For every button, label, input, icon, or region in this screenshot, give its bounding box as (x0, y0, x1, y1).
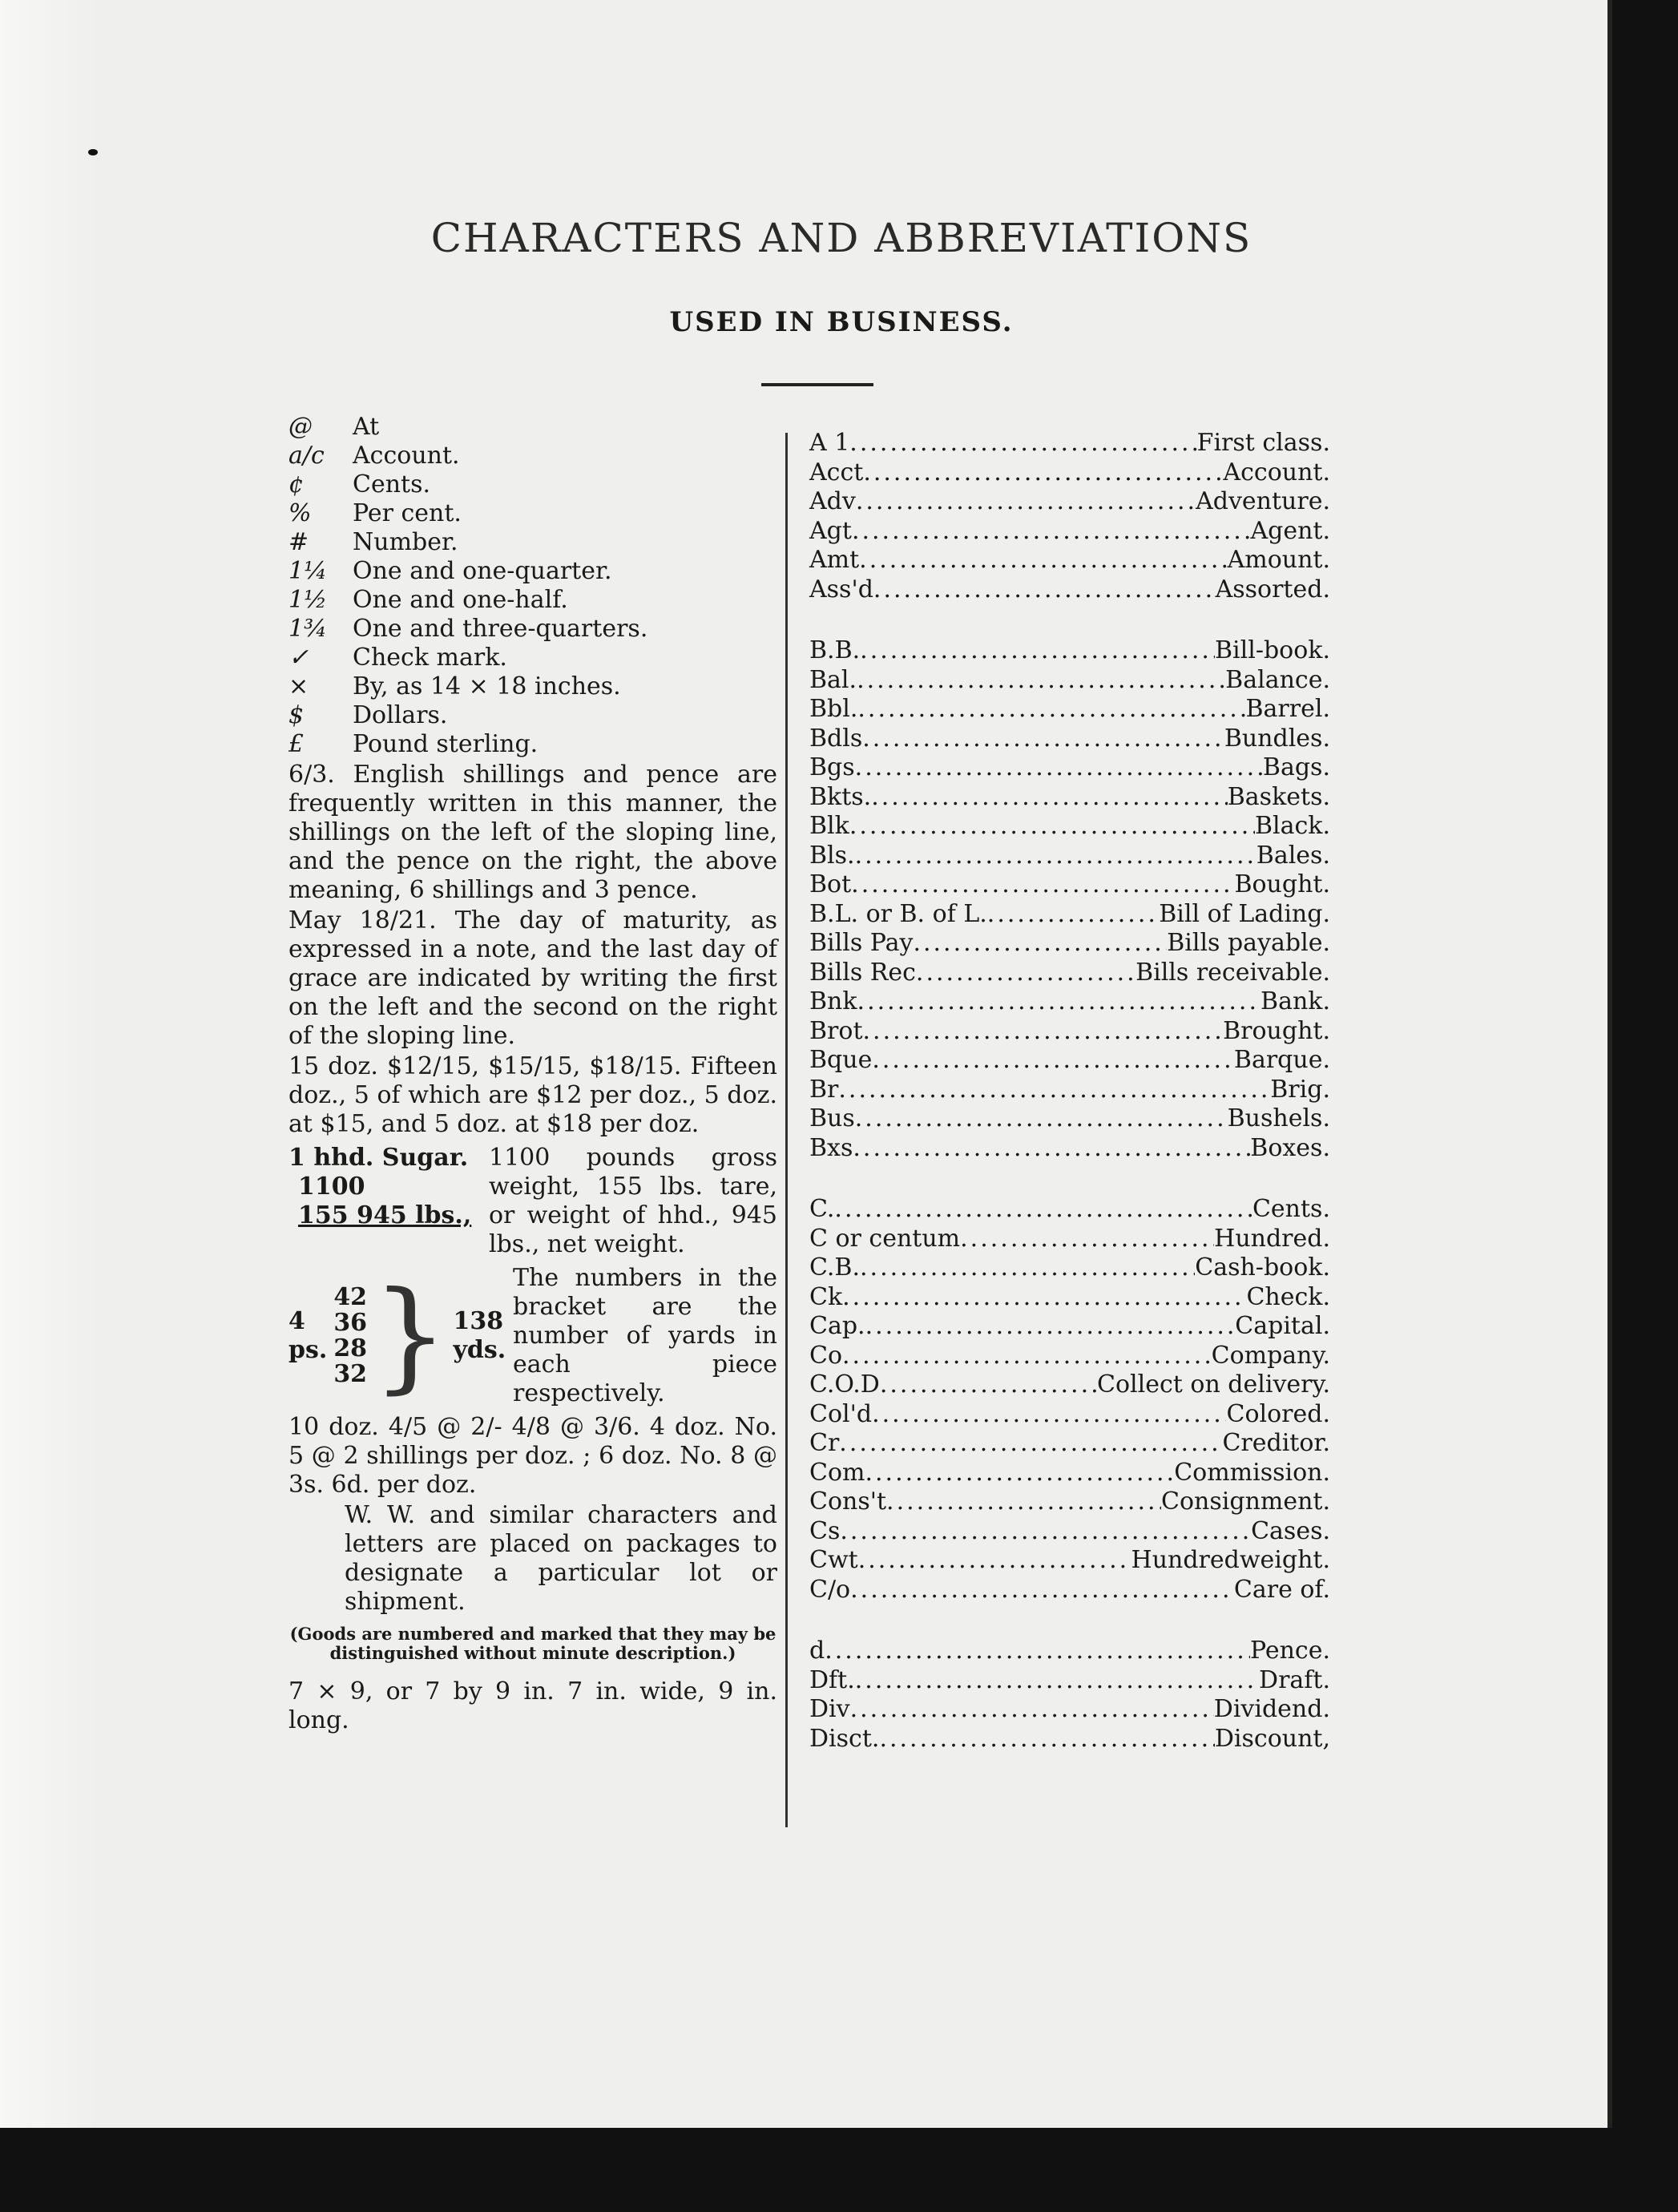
abbreviation-row (809, 1283, 1330, 1313)
abbreviation: Dft. (809, 1665, 855, 1694)
abbreviation: Brot (809, 1016, 863, 1045)
leader-dots (859, 546, 1227, 575)
abbreviation-meaning: Amount. (1227, 546, 1330, 574)
page-title: CHARACTERS AND ABBREVIATIONS (430, 215, 1252, 261)
abbreviation-row (809, 1225, 1330, 1254)
abbreviation-row (809, 1342, 1330, 1371)
symbol-glyph: ✓ (288, 644, 309, 672)
abbreviation: C.O.D (809, 1370, 880, 1399)
page-subtitle: USED IN BUSINESS. (669, 306, 1014, 338)
abbreviation-row (809, 1576, 1330, 1605)
leader-dots (879, 1725, 1214, 1754)
abbreviation: Bus (809, 1104, 855, 1132)
leader-dots (855, 1104, 1228, 1134)
leader-dots (860, 1253, 1195, 1283)
abbreviation-row (809, 546, 1330, 575)
price-paragraph: 10 doz. 4/5 @ 2/- 4/8 @ 3/6. 4 doz. No. 5 @ 2 shillings per doz. ; 6 doz. No. 8 @ 3s. 6d. per doz. (288, 1413, 777, 1499)
symbol-row (288, 644, 777, 672)
abbreviation: A 1 (809, 429, 850, 457)
leader-dots (860, 636, 1215, 666)
symbol-meaning: Dollars. (353, 701, 448, 729)
column-divider (785, 433, 788, 1827)
leader-dots (858, 1546, 1131, 1576)
abbreviation-meaning: Bills receivable. (1135, 958, 1330, 987)
abbreviation-row (809, 1517, 1330, 1547)
abbreviation: Bot (809, 870, 852, 898)
abbreviation-meaning: Adventure. (1196, 487, 1330, 515)
symbol-glyph: ¢ (288, 470, 305, 499)
leader-dots (853, 1134, 1250, 1164)
leader-dots (849, 429, 1196, 458)
abbreviation: Ass'd (809, 575, 873, 603)
symbol-meaning: One and one-quarter. (353, 557, 612, 585)
abbreviation-meaning: Commission. (1174, 1458, 1330, 1487)
abbreviation-row (809, 753, 1330, 783)
abbreviation-row (809, 1546, 1330, 1576)
leader-dots (886, 1487, 1161, 1517)
leader-dots (852, 517, 1251, 547)
leader-dots (839, 1429, 1222, 1459)
goods-note: (Goods are numbered and marked that they may be distinguished without minute description.) (289, 1624, 776, 1663)
sugar-example (288, 1144, 777, 1259)
symbol-meaning: Account. (353, 442, 460, 470)
abbreviation-row (809, 987, 1330, 1017)
abbreviation: Agt (809, 516, 852, 545)
symbol-row (288, 528, 777, 557)
leader-dots (865, 1312, 1236, 1342)
abbreviation: C or centum (809, 1224, 961, 1253)
leader-dots (857, 666, 1225, 696)
leader-dots (857, 987, 1261, 1017)
abbreviation: Com (809, 1458, 865, 1487)
abbreviation-row (809, 1637, 1330, 1666)
abbreviation: Disct. (809, 1724, 880, 1753)
abbreviation-group (809, 636, 1330, 1163)
ink-speck (88, 149, 98, 155)
abbreviation-meaning: Barrel. (1245, 695, 1330, 723)
abbreviation-row (809, 1666, 1330, 1696)
abbreviations-column (809, 429, 1330, 1754)
abbreviation-row (809, 1429, 1330, 1459)
yards-numbers (333, 1285, 367, 1387)
abbreviation-row (809, 929, 1330, 959)
abbreviation: Acct (809, 458, 864, 486)
maturity-paragraph: May 18/21. The day of maturity, as expressed in a note, and the last day of grace are indicated by writing the first on the left and the second on the right of the sloping line. (288, 906, 777, 1050)
leader-dots (842, 1283, 1246, 1313)
abbreviation-row (809, 429, 1330, 458)
abbreviation-row (809, 1695, 1330, 1725)
abbreviation-meaning: Brought. (1223, 1016, 1330, 1045)
abbreviation-meaning: Cents. (1252, 1195, 1330, 1223)
abbreviation-row (809, 783, 1330, 813)
abbreviation: Bills Rec (809, 958, 916, 987)
symbol-meaning: One and one-half. (353, 586, 568, 614)
abbreviation: Cap. (809, 1312, 865, 1340)
symbol-row (288, 442, 777, 470)
abbreviation-row (809, 1487, 1330, 1517)
abbreviation-meaning: Bill of Lading. (1159, 899, 1330, 928)
abbreviation: Bls. (809, 841, 855, 870)
leader-dots (840, 1517, 1251, 1547)
yards-total: 138 yds. (453, 1307, 506, 1364)
sugar-calculation (288, 1144, 489, 1259)
yards-number: 28 (333, 1334, 368, 1362)
abbreviation: d (809, 1637, 825, 1665)
abbreviation: Blk (809, 812, 849, 840)
abbreviation-row (809, 1725, 1330, 1754)
abbreviation: Bgs (809, 753, 855, 781)
leader-dots (873, 575, 1216, 605)
title-rule (761, 383, 873, 386)
leader-dots (855, 842, 1256, 871)
leader-dots (987, 900, 1159, 930)
abbreviation-row (809, 636, 1330, 666)
abbreviation-row (809, 1134, 1330, 1164)
leader-dots (838, 1076, 1270, 1105)
abbreviation-meaning: Brig. (1270, 1075, 1330, 1104)
abbreviation-meaning: Draft. (1259, 1665, 1330, 1694)
symbol-glyph: 1¼ (288, 557, 328, 585)
yards-number: 32 (333, 1360, 368, 1388)
symbol-meaning: Number. (353, 528, 458, 556)
leader-dots (863, 1017, 1224, 1047)
abbreviation-meaning: Discount, (1214, 1724, 1330, 1753)
yards-explanation: The numbers in the bracket are the number of yards in each piece respectively. (513, 1264, 777, 1407)
sugar-line-3: 155 945 lbs., (298, 1201, 472, 1229)
abbreviation-row (809, 1370, 1330, 1400)
abbreviation-meaning: Cash-book. (1195, 1253, 1330, 1282)
abbreviation-meaning: Bank. (1261, 987, 1330, 1015)
abbreviation-meaning: Dividend. (1213, 1695, 1330, 1723)
abbreviation: Amt (809, 546, 860, 574)
abbreviation-meaning: Hundred. (1214, 1224, 1330, 1253)
abbreviation-row (809, 842, 1330, 871)
symbol-glyph: # (288, 528, 309, 556)
leader-dots (850, 1695, 1214, 1725)
abbreviation: Bque (809, 1046, 873, 1074)
leader-dots (855, 1666, 1259, 1696)
abbreviation: Bbl. (809, 695, 858, 723)
abbreviation-meaning: Consignment. (1161, 1487, 1330, 1516)
abbreviation: Ck (809, 1282, 843, 1311)
leader-dots (851, 870, 1234, 900)
abbreviation-group (809, 429, 1330, 604)
yards-number: 36 (333, 1309, 368, 1337)
abbreviation-meaning: Bags. (1262, 753, 1330, 781)
leader-dots (865, 1459, 1174, 1488)
symbol-row (288, 499, 777, 528)
leader-dots (913, 929, 1167, 959)
abbreviation-meaning: Bundles. (1224, 724, 1330, 753)
leader-dots (825, 1637, 1250, 1666)
group-spacer (809, 1163, 1330, 1195)
symbol-row (288, 701, 777, 730)
abbreviation-meaning: Baskets. (1227, 782, 1330, 811)
abbreviation: B.L. or B. of L. (809, 899, 987, 928)
abbreviation-row (809, 487, 1330, 517)
abbreviation: Co (809, 1341, 843, 1370)
ww-paragraph: W. W. and similar characters and letters are placed on packages to designate a particular lot or shipment. (345, 1501, 777, 1616)
abbreviation: Cons't (809, 1487, 887, 1516)
abbreviation-meaning: Bales. (1256, 841, 1330, 870)
symbol-row (288, 615, 777, 644)
leader-dots (834, 1195, 1252, 1225)
symbol-glyph: 1½ (288, 586, 328, 614)
abbreviation-row (809, 458, 1330, 488)
abbreviation: C.B. (809, 1253, 861, 1282)
abbreviation: Bills Pay (809, 929, 914, 957)
abbreviation-row (809, 725, 1330, 754)
abbreviation-row (809, 900, 1330, 930)
shillings-paragraph: 6/3. English shillings and pence are frequently written in this manner, the shillings on the left of the sloping line, and the pence on the right, the above meaning, 6 shillings and 3 pence. (288, 761, 777, 904)
symbol-meaning: By, as 14 × 18 inches. (353, 672, 621, 700)
abbreviation: Cs (809, 1516, 841, 1545)
abbreviation-meaning: Company. (1211, 1341, 1330, 1370)
abbreviation-meaning: Hundredweight. (1131, 1546, 1330, 1574)
sugar-line-2: 1100 (298, 1173, 365, 1201)
size-paragraph: 7 × 9, or 7 by 9 in. 7 in. wide, 9 in. long. (288, 1677, 777, 1734)
symbol-meaning: Cents. (353, 470, 431, 499)
abbreviation-row (809, 870, 1330, 900)
abbreviation-meaning: Bill-book. (1214, 636, 1330, 664)
symbol-row (288, 672, 777, 701)
sugar-line-1: 1 hhd. Sugar. (288, 1144, 469, 1172)
leader-dots (849, 812, 1255, 842)
dozens-paragraph: 15 doz. $12/15, $15/15, $18/15. Fifteen doz., 5 of which are $12 per doz., 5 doz. at $15, and 5 doz. at $18 per doz. (288, 1052, 777, 1138)
symbol-row (288, 470, 777, 499)
abbreviation-row (809, 812, 1330, 842)
leader-dots (857, 695, 1245, 725)
abbreviation-meaning: Black. (1254, 812, 1330, 840)
abbreviation-row (809, 1104, 1330, 1134)
symbol-list (288, 413, 777, 759)
symbol-meaning: Check mark. (353, 644, 507, 672)
abbreviation-meaning: First class. (1196, 429, 1330, 457)
leader-dots (871, 783, 1228, 813)
abbreviation-meaning: Bushels. (1227, 1104, 1330, 1132)
abbreviation-meaning: Balance. (1225, 665, 1330, 694)
symbol-meaning: Per cent. (353, 499, 462, 527)
abbreviation-row (809, 1017, 1330, 1047)
abbreviation-meaning: Agent. (1250, 516, 1330, 545)
yards-calculation (288, 1266, 513, 1406)
abbreviation-meaning: Cases. (1251, 1516, 1330, 1545)
abbreviation: Div (809, 1695, 850, 1723)
symbol-glyph: $ (288, 701, 305, 729)
abbreviation-meaning: Colored. (1226, 1399, 1330, 1428)
leader-dots (850, 1576, 1234, 1605)
leader-dots (872, 1046, 1234, 1076)
abbreviation-meaning: Creditor. (1222, 1429, 1330, 1457)
abbreviation-meaning: Care of. (1233, 1575, 1330, 1604)
abbreviation-meaning: Bills payable. (1167, 929, 1330, 957)
abbreviation: Bnk (809, 987, 857, 1015)
abbreviation-row (809, 575, 1330, 605)
abbreviation-row (809, 1046, 1330, 1076)
abbreviation-meaning: Pence. (1249, 1637, 1330, 1665)
binding-edge (0, 0, 96, 2128)
symbol-row (288, 413, 777, 442)
leader-dots (856, 487, 1196, 517)
yards-example (288, 1264, 777, 1408)
abbreviation: Bxs (809, 1133, 853, 1162)
symbol-meaning: At (353, 413, 380, 441)
abbreviation-row (809, 666, 1330, 696)
bracket-symbol: } (372, 1266, 449, 1406)
yards-number: 42 (333, 1283, 368, 1311)
abbreviation: B.B. (809, 636, 861, 664)
abbreviation: C. (809, 1195, 835, 1223)
abbreviation: Br (809, 1075, 839, 1104)
abbreviation-meaning: Collect on delivery. (1097, 1370, 1330, 1399)
leader-dots (863, 458, 1223, 488)
sugar-explanation: 1100 pounds gross weight, 155 lbs. tare, or weight of hhd., 945 lbs., net weight. (489, 1144, 777, 1258)
abbreviation-row (809, 1312, 1330, 1342)
abbreviation-meaning: Capital. (1235, 1312, 1330, 1340)
abbreviation-meaning: Boxes. (1250, 1133, 1330, 1162)
symbol-glyph: a/c (288, 442, 325, 470)
symbol-glyph: × (288, 672, 309, 700)
abbreviation-group (809, 1637, 1330, 1754)
leader-dots (872, 1400, 1226, 1430)
abbreviation-meaning: Bought. (1234, 870, 1330, 898)
symbol-glyph: 1¾ (288, 615, 328, 643)
abbreviation-meaning: Account. (1223, 458, 1330, 486)
abbreviation-meaning: Check. (1246, 1282, 1330, 1311)
abbreviation-row (809, 1253, 1330, 1283)
abbreviation-row (809, 1400, 1330, 1430)
abbreviation-meaning: Assorted. (1215, 575, 1330, 603)
abbreviation: C/o (809, 1575, 851, 1604)
abbreviation-row (809, 517, 1330, 547)
leader-dots (855, 753, 1263, 783)
symbol-glyph: @ (288, 413, 313, 441)
symbol-row (288, 557, 777, 586)
leader-dots (960, 1225, 1214, 1254)
symbol-glyph: £ (288, 730, 305, 758)
abbreviation: Col'd (809, 1399, 873, 1428)
abbreviation: Bkts. (809, 782, 872, 811)
abbreviation: Cr (809, 1429, 840, 1457)
yards-label: 4 ps. (288, 1307, 328, 1364)
group-spacer (809, 604, 1330, 636)
symbol-meaning: One and three-quarters. (353, 615, 648, 643)
abbreviation-row (809, 1459, 1330, 1488)
symbol-row (288, 730, 777, 759)
abbreviation: Adv (809, 487, 856, 515)
leader-dots (880, 1370, 1097, 1400)
symbol-row (288, 586, 777, 615)
leader-dots (862, 725, 1224, 754)
abbreviation-row (809, 1076, 1330, 1105)
symbols-column (288, 413, 777, 1735)
abbreviation-meaning: Barque. (1233, 1046, 1330, 1074)
symbol-glyph: % (288, 499, 312, 527)
abbreviation-row (809, 959, 1330, 988)
abbreviation: Bdls (809, 724, 863, 753)
leader-dots (842, 1342, 1212, 1371)
abbreviation-group (809, 1195, 1330, 1605)
abbreviation: Cwt (809, 1546, 858, 1574)
abbreviation-row (809, 695, 1330, 725)
leader-dots (916, 959, 1135, 988)
abbreviation: Bal. (809, 665, 857, 694)
symbol-meaning: Pound sterling. (353, 730, 538, 758)
group-spacer (809, 1605, 1330, 1637)
abbreviation-row (809, 1195, 1330, 1225)
